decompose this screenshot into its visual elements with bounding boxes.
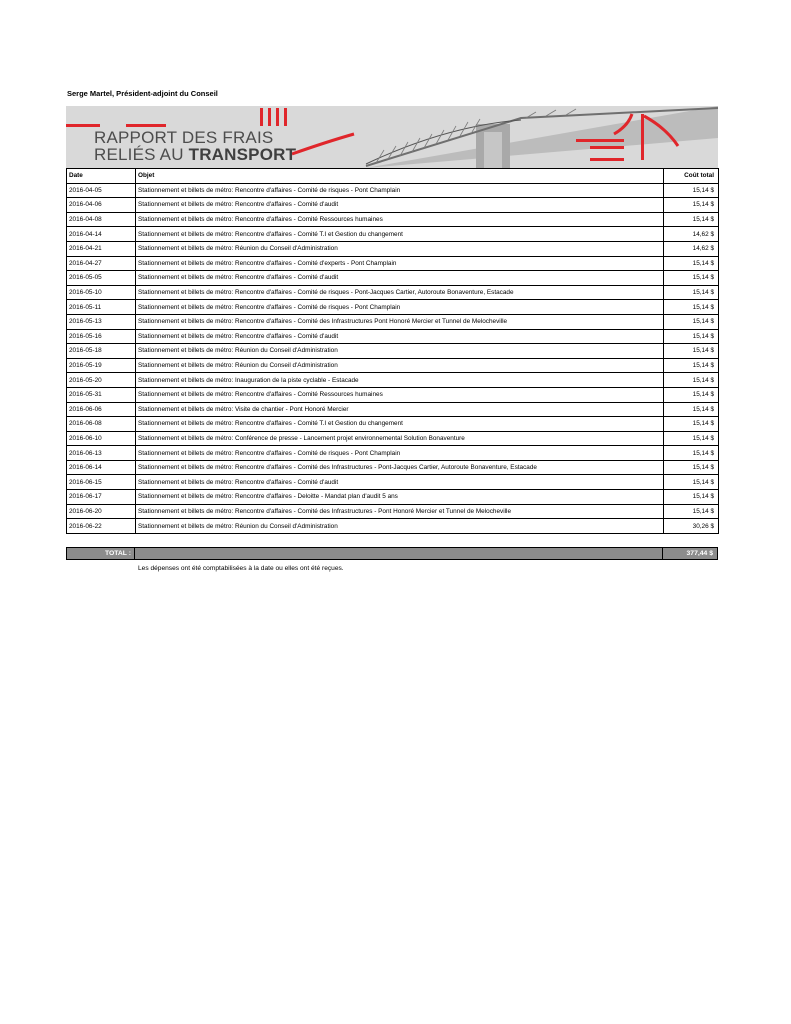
table-row xyxy=(67,285,719,300)
cell-object: Stationnement et billets de métro: Rencontre d'affaires - Comité T.I et Gestion du changement xyxy=(136,417,664,432)
cell-object: Stationnement et billets de métro: Réunion du Conseil d'Administration xyxy=(136,358,664,373)
cell-object: Stationnement et billets de métro: Rencontre d'affaires - Comité d'audit xyxy=(136,198,664,213)
cell-date: 2016-06-15 xyxy=(67,475,136,490)
table-row xyxy=(67,300,719,315)
cell-object: Stationnement et billets de métro: Réunion du Conseil d'Administration xyxy=(136,519,664,534)
table-row xyxy=(67,417,719,432)
cell-cost: 30,26 $ xyxy=(664,519,719,534)
cell-object: Stationnement et billets de métro: Visite de chantier - Pont Honoré Mercier xyxy=(136,402,664,417)
cell-object: Stationnement et billets de métro: Rencontre d'affaires - Deloitte - Mandat plan d'audit 5 ans xyxy=(136,490,664,505)
cell-cost: 15,14 $ xyxy=(664,431,719,446)
cell-object: Stationnement et billets de métro: Inauguration de la piste cyclable - Estacade xyxy=(136,373,664,388)
banner-title xyxy=(94,129,296,163)
expense-table xyxy=(66,168,719,534)
total-value: 377,44 $ xyxy=(663,547,718,560)
cell-object: Stationnement et billets de métro: Rencontre d'affaires - Comité d'audit xyxy=(136,271,664,286)
table-row xyxy=(67,490,719,505)
cell-cost: 15,14 $ xyxy=(664,446,719,461)
table-row xyxy=(67,256,719,271)
table-row xyxy=(67,446,719,461)
cell-date: 2016-05-16 xyxy=(67,329,136,344)
cell-cost: 15,14 $ xyxy=(664,183,719,198)
table-row xyxy=(67,271,719,286)
table-header-row xyxy=(67,169,719,184)
total-spacer xyxy=(135,547,663,560)
cell-object: Stationnement et billets de métro: Rencontre d'affaires - Comité T.I et Gestion du changement xyxy=(136,227,664,242)
cell-date: 2016-06-06 xyxy=(67,402,136,417)
table-row xyxy=(67,227,719,242)
cell-cost: 15,14 $ xyxy=(664,417,719,432)
cell-cost: 15,14 $ xyxy=(664,475,719,490)
cell-date: 2016-06-08 xyxy=(67,417,136,432)
cell-object: Stationnement et billets de métro: Réunion du Conseil d'Administration xyxy=(136,344,664,359)
cell-cost: 15,14 $ xyxy=(664,300,719,315)
cell-object: Stationnement et billets de métro: Rencontre d'affaires - Comité d'audit xyxy=(136,329,664,344)
cell-date: 2016-04-27 xyxy=(67,256,136,271)
cell-date: 2016-06-14 xyxy=(67,460,136,475)
cell-cost: 15,14 $ xyxy=(664,198,719,213)
cell-date: 2016-06-20 xyxy=(67,504,136,519)
cell-cost: 15,14 $ xyxy=(664,344,719,359)
cell-date: 2016-06-17 xyxy=(67,490,136,505)
table-row xyxy=(67,212,719,227)
column-header-cost: Coût total xyxy=(664,169,719,184)
table-row xyxy=(67,198,719,213)
table-row xyxy=(67,183,719,198)
table-row xyxy=(67,387,719,402)
cell-date: 2016-04-14 xyxy=(67,227,136,242)
banner-title-line1: RAPPORT DES FRAIS xyxy=(94,128,274,147)
total-row xyxy=(66,547,718,560)
cell-cost: 15,14 $ xyxy=(664,358,719,373)
table-row xyxy=(67,504,719,519)
cell-date: 2016-05-05 xyxy=(67,271,136,286)
cell-date: 2016-05-19 xyxy=(67,358,136,373)
cell-object: Stationnement et billets de métro: Rencontre d'affaires - Comité de risques - Pont Champlain xyxy=(136,300,664,315)
cell-cost: 15,14 $ xyxy=(664,402,719,417)
banner-title-bold: TRANSPORT xyxy=(188,145,297,164)
cell-date: 2016-04-08 xyxy=(67,212,136,227)
cell-date: 2016-05-11 xyxy=(67,300,136,315)
cell-cost: 15,14 $ xyxy=(664,285,719,300)
cell-cost: 15,14 $ xyxy=(664,329,719,344)
table-body xyxy=(67,183,719,533)
cell-date: 2016-04-06 xyxy=(67,198,136,213)
cell-cost: 15,14 $ xyxy=(664,271,719,286)
cell-cost: 15,14 $ xyxy=(664,387,719,402)
cell-cost: 15,14 $ xyxy=(664,314,719,329)
table-row xyxy=(67,344,719,359)
cell-object: Stationnement et billets de métro: Rencontre d'affaires - Comité des Infrastructures - Pont-Jacques Cartier, Autoroute Bonaventure, Estacade xyxy=(136,460,664,475)
banner-title-line2 xyxy=(94,146,296,163)
table-row xyxy=(67,431,719,446)
column-header-date: Date xyxy=(67,169,136,184)
cell-cost: 15,14 $ xyxy=(664,212,719,227)
cell-object: Stationnement et billets de métro: Rencontre d'affaires - Comité d'audit xyxy=(136,475,664,490)
cell-date: 2016-05-20 xyxy=(67,373,136,388)
cell-cost: 15,14 $ xyxy=(664,490,719,505)
table-row xyxy=(67,402,719,417)
cell-cost: 15,14 $ xyxy=(664,460,719,475)
cell-object: Stationnement et billets de métro: Rencontre d'affaires - Comité des Infrastructures - Pont Honoré Mercier et Tunnel de Melocheville xyxy=(136,504,664,519)
table-row xyxy=(67,460,719,475)
cell-object: Stationnement et billets de métro: Rencontre d'affaires - Comité des Infrastructures Pont Honoré Mercier et Tunnel de Melocheville xyxy=(136,314,664,329)
cell-date: 2016-06-10 xyxy=(67,431,136,446)
cell-date: 2016-06-13 xyxy=(67,446,136,461)
cell-cost: 15,14 $ xyxy=(664,373,719,388)
table-row xyxy=(67,373,719,388)
cell-date: 2016-05-18 xyxy=(67,344,136,359)
cell-object: Stationnement et billets de métro: Rencontre d'affaires - Comité Ressources humaines xyxy=(136,212,664,227)
cell-object: Stationnement et billets de métro: Rencontre d'affaires - Comité de risques - Pont Champlain xyxy=(136,446,664,461)
table-row xyxy=(67,329,719,344)
cell-object: Stationnement et billets de métro: Conférence de presse - Lancement projet environnemental Solution Bonaventure xyxy=(136,431,664,446)
total-label: TOTAL : xyxy=(66,547,135,560)
table-row xyxy=(67,358,719,373)
cell-date: 2016-04-21 xyxy=(67,241,136,256)
cell-date: 2016-05-31 xyxy=(67,387,136,402)
cell-object: Stationnement et billets de métro: Rencontre d'affaires - Comité Ressources humaines xyxy=(136,387,664,402)
cell-cost: 15,14 $ xyxy=(664,504,719,519)
report-banner xyxy=(66,106,718,168)
cell-date: 2016-05-13 xyxy=(67,314,136,329)
table-row xyxy=(67,314,719,329)
cell-cost: 14,62 $ xyxy=(664,227,719,242)
cell-object: Stationnement et billets de métro: Rencontre d'affaires - Comité de risques - Pont-Jacques Cartier, Autoroute Bonaventure, Estacade xyxy=(136,285,664,300)
column-header-object: Objet xyxy=(136,169,664,184)
table-row xyxy=(67,241,719,256)
table-row xyxy=(67,519,719,534)
cell-date: 2016-06-22 xyxy=(67,519,136,534)
cell-object: Stationnement et billets de métro: Réunion du Conseil d'Administration xyxy=(136,241,664,256)
footnote: Les dépenses ont été comptabilisées à la date ou elles ont été reçues. xyxy=(138,565,344,572)
table-row xyxy=(67,475,719,490)
cell-cost: 15,14 $ xyxy=(664,256,719,271)
cell-object: Stationnement et billets de métro: Rencontre d'affaires - Comité de risques - Pont Champlain xyxy=(136,183,664,198)
cell-object: Stationnement et billets de métro: Rencontre d'affaires - Comité d'experts - Pont Champlain xyxy=(136,256,664,271)
cell-date: 2016-05-10 xyxy=(67,285,136,300)
cell-date: 2016-04-05 xyxy=(67,183,136,198)
banner-title-prefix: RELIÉS AU xyxy=(94,145,189,164)
report-author: Serge Martel, Président-adjoint du Conseil xyxy=(67,89,218,98)
cell-cost: 14,62 $ xyxy=(664,241,719,256)
